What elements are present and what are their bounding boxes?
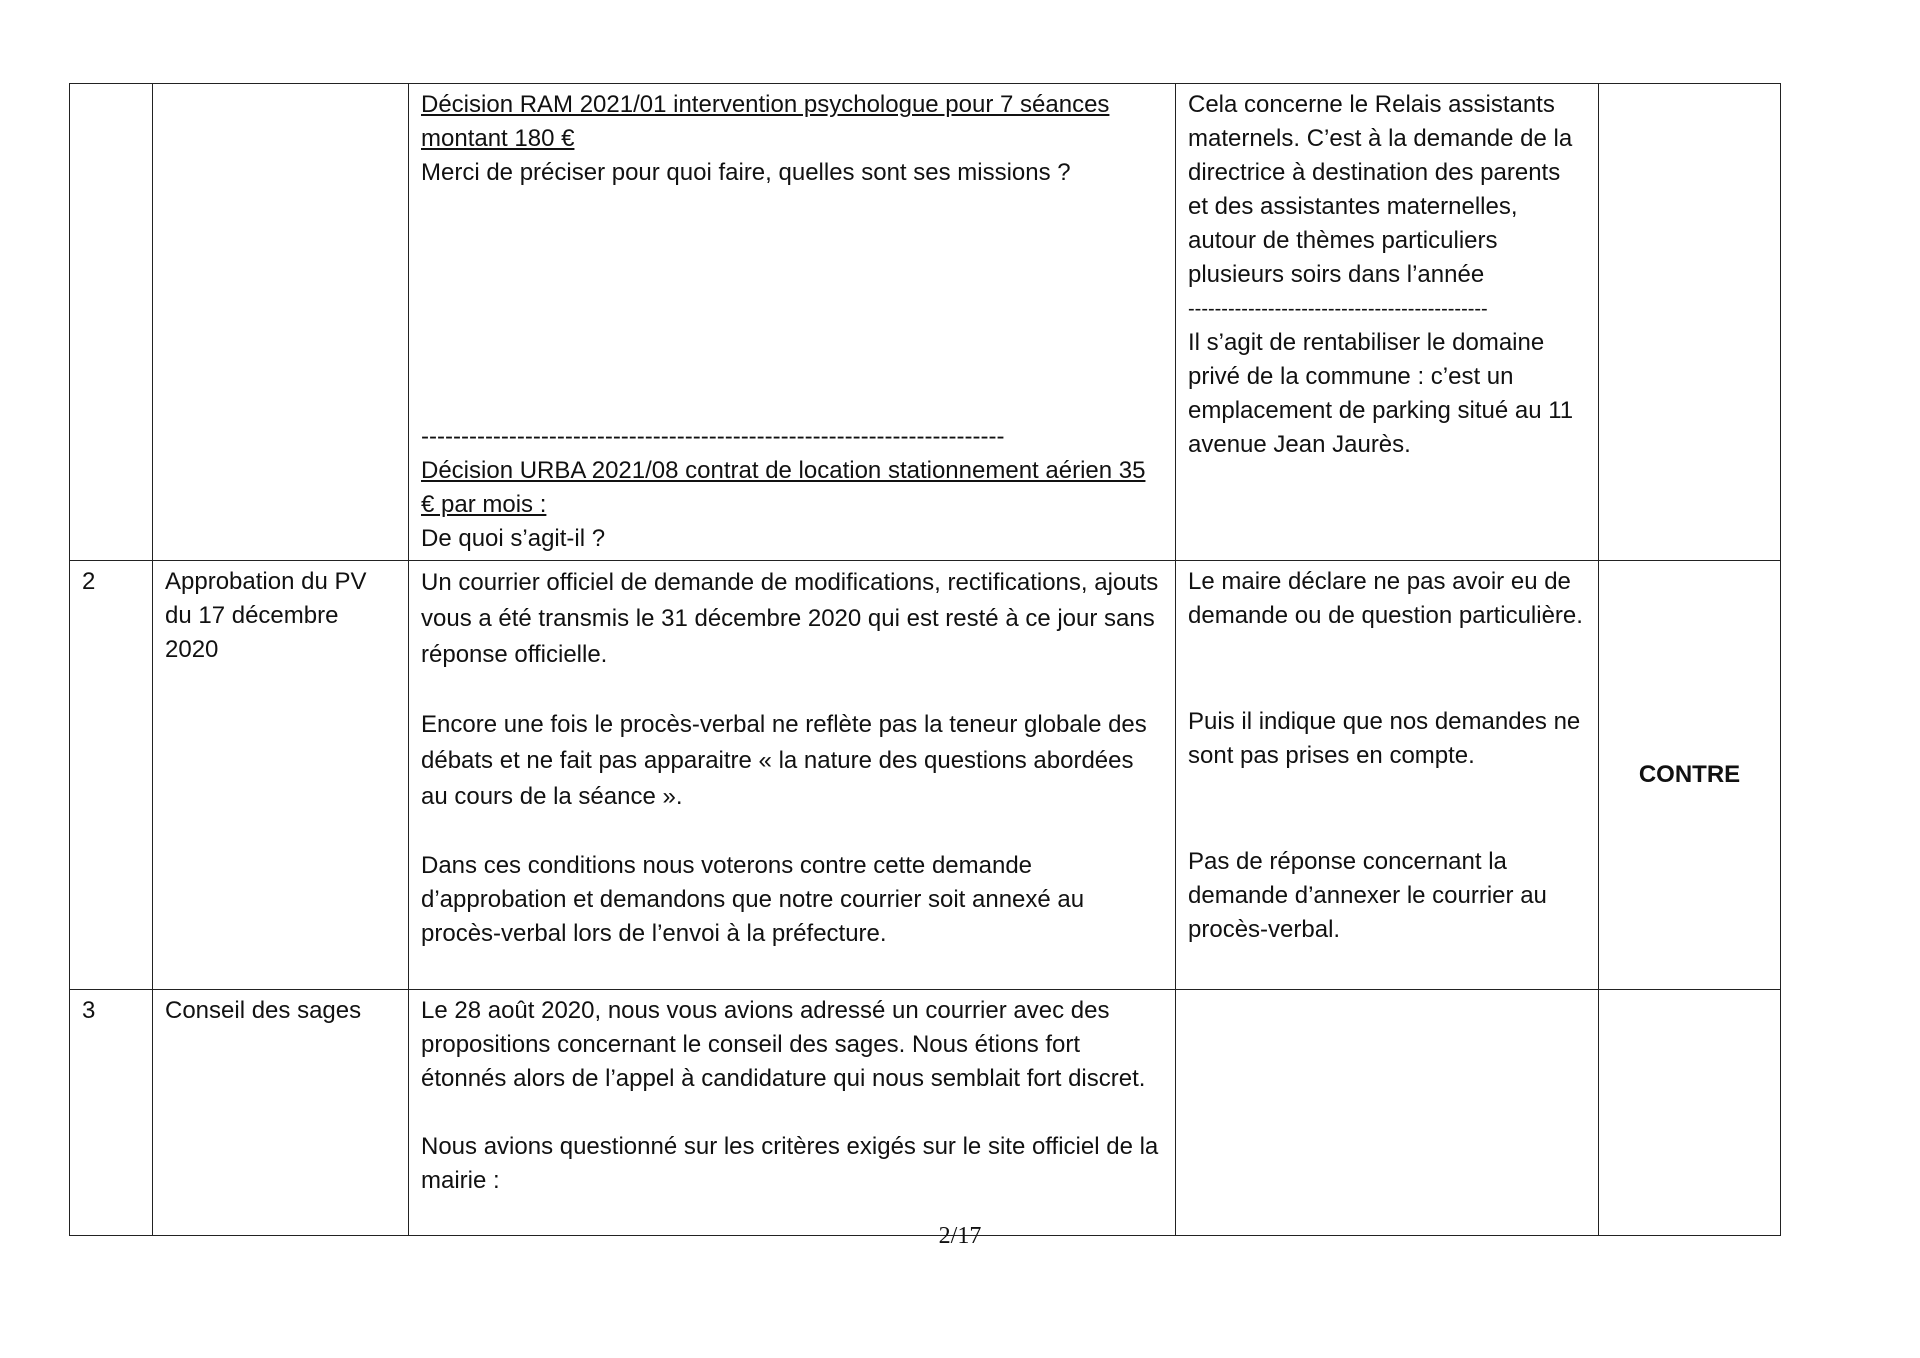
decision-ram-title: Décision RAM 2021/01 intervention psychologue pour 7 séances montant 180 € [421, 91, 1110, 152]
question-paragraph: Encore une fois le procès-verbal ne reflète pas la teneur globale des débats et ne fait pas apparaitre « la nature des questions abordées au cours de la séance ». [421, 711, 1147, 810]
table-row [70, 561, 1781, 990]
decision-urba-question: De quoi s’agit-il ? [421, 525, 606, 552]
answer-paragraph: Puis il indique que nos demandes ne sont pas prises en compte. [1188, 708, 1581, 769]
vote-cell [1599, 990, 1781, 1236]
question-paragraph: Un courrier officiel de demande de modifications, rectifications, ajouts vous a été transmis le 31 décembre 2020 qui est resté à ce jour sans réponse officielle. [421, 569, 1159, 668]
item-subject-cell [153, 84, 409, 561]
item-number-cell [70, 84, 153, 561]
question-cell [409, 990, 1176, 1236]
question-cell [409, 561, 1176, 990]
answer-paragraph: Pas de réponse concernant la demande d’annexer le courrier au procès-verbal. [1188, 848, 1547, 943]
answer-cell [1176, 561, 1599, 990]
vote-cell: CONTRE [1599, 561, 1781, 990]
answer-cell [1176, 84, 1599, 561]
item-subject-cell: Conseil des sages [153, 990, 409, 1236]
question-cell [409, 84, 1176, 561]
item-subject-cell: Approbation du PV du 17 décembre 2020 [153, 561, 409, 990]
question-paragraph: Nous avions questionné sur les critères exigés sur le site officiel de la mairie : [421, 1133, 1159, 1194]
question-paragraph: Dans ces conditions nous voterons contre cette demande d’approbation et demandons que notre courrier soit annexé au procès-verbal lors de l’envoi à la préfecture. [421, 852, 1085, 947]
table-row [70, 990, 1781, 1236]
item-number-cell: 3 [70, 990, 153, 1236]
decision-urba-title: Décision URBA 2021/08 contrat de location stationnement aérien 35 € par mois : [421, 457, 1146, 518]
question-paragraph: Le 28 août 2020, nous vous avions adressé un courrier avec des propositions concernant le conseil des sages. Nous étions fort étonnés alors de l’appel à candidature qui nous semblait fort discret. [421, 997, 1146, 1092]
decision-ram-question: Merci de préciser pour quoi faire, quelles sont ses missions ? [421, 159, 1071, 186]
separator-line: ------------------------------------------------------------------------- [421, 423, 1005, 450]
answer-ram: Cela concerne le Relais assistants maternels. C’est à la demande de la directrice à destination des parents et des assistantes maternelles, autour de thèmes particuliers plusieurs soirs dans l’année [1188, 91, 1573, 288]
separator-line: --------------------------------------------- [1188, 298, 1488, 320]
answer-paragraph: Le maire déclare ne pas avoir eu de demande ou de question particulière. [1188, 568, 1583, 629]
page-number: 2/17 [938, 1223, 982, 1249]
minutes-table [69, 83, 1781, 1236]
answer-cell [1176, 990, 1599, 1236]
item-number-cell: 2 [70, 561, 153, 990]
answer-urba: Il s’agit de rentabiliser le domaine privé de la commune : c’est un emplacement de parking situé au 11 avenue Jean Jaurès. [1188, 329, 1574, 458]
table-row [70, 84, 1781, 561]
vote-cell [1599, 84, 1781, 561]
